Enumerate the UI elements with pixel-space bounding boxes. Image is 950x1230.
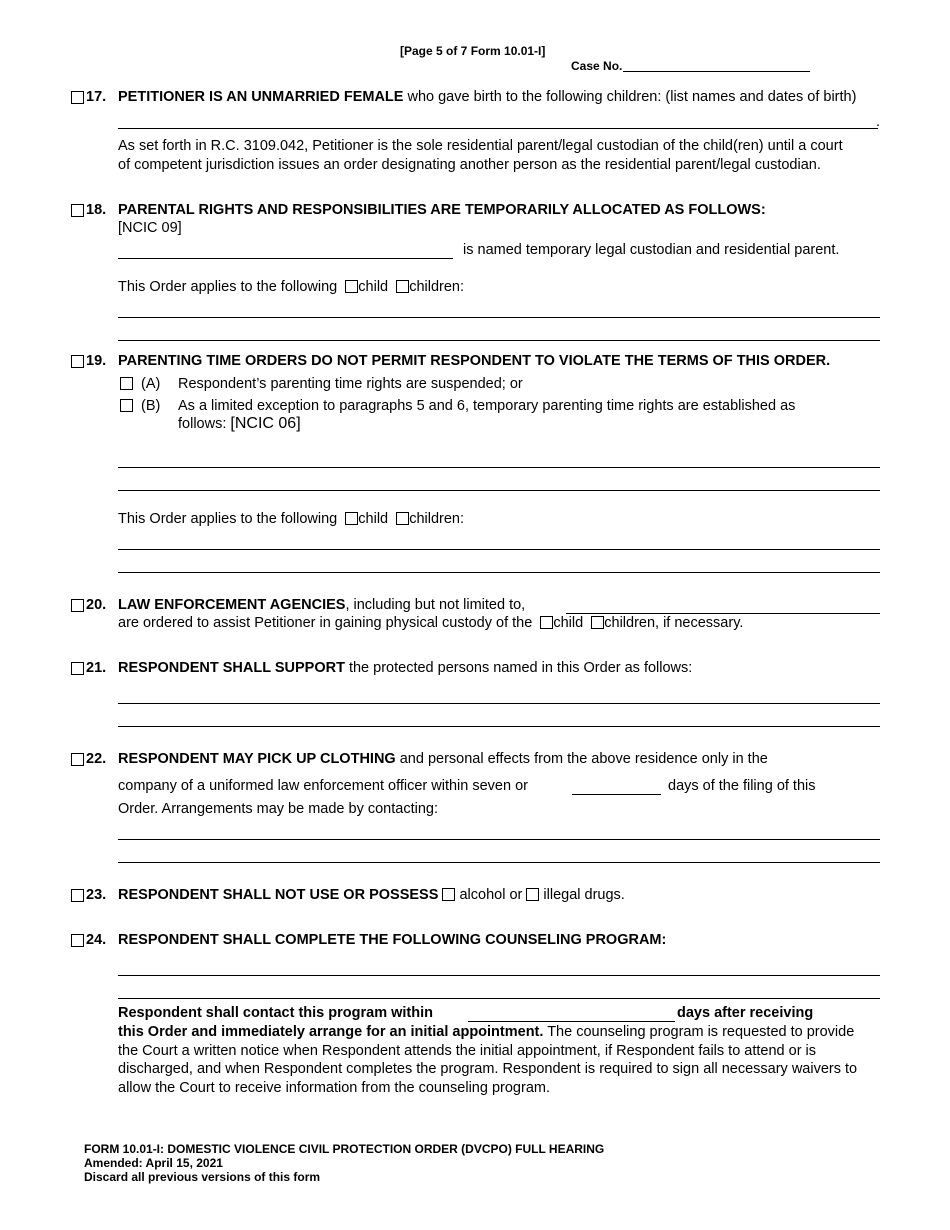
section-19-heading: PARENTING TIME ORDERS DO NOT PERMIT RESPONDENT TO VIOLATE THE TERMS OF THIS ORDER. bbox=[118, 353, 831, 369]
section-24-days-field[interactable] bbox=[468, 1021, 675, 1022]
section-23-checkbox[interactable] bbox=[71, 889, 84, 902]
section-22-number: 22. bbox=[86, 751, 107, 767]
section-20-child-checkbox[interactable] bbox=[540, 616, 553, 629]
section-23-heading: RESPONDENT SHALL NOT USE OR POSSESS bbox=[118, 887, 439, 903]
section-18-heading: PARENTAL RIGHTS AND RESPONSIBILITIES ARE TEMPORARILY ALLOCATED AS FOLLOWS: bbox=[118, 202, 766, 218]
footer-discard: Discard all previous versions of this form bbox=[84, 1170, 321, 1184]
section-24-line-1[interactable] bbox=[118, 975, 880, 976]
section-19-a-text: Respondent’s parenting time rights are suspended; or bbox=[178, 376, 523, 392]
section-19-line-1[interactable] bbox=[118, 467, 880, 468]
section-21-line-1[interactable] bbox=[118, 703, 880, 704]
section-19-line-4[interactable] bbox=[118, 572, 880, 573]
section-18-line-2[interactable] bbox=[118, 340, 880, 341]
section-22-line-2[interactable] bbox=[118, 862, 880, 863]
section-18-line-1[interactable] bbox=[118, 317, 880, 318]
section-18-child-checkbox[interactable] bbox=[345, 280, 358, 293]
section-19-children-label: children: bbox=[409, 511, 464, 527]
section-21-number: 21. bbox=[86, 660, 107, 676]
section-18-applies-label: This Order applies to the following bbox=[118, 279, 338, 295]
section-20-agency-line[interactable] bbox=[566, 613, 880, 614]
section-17-heading: PETITIONER IS AN UNMARRIED FEMALE bbox=[118, 89, 404, 105]
section-23-text bbox=[118, 887, 625, 903]
section-24-number: 24. bbox=[86, 932, 107, 948]
case-no-label: Case No. bbox=[571, 59, 623, 73]
section-20-checkbox[interactable] bbox=[71, 599, 84, 612]
section-17-children-line[interactable] bbox=[118, 128, 878, 129]
section-18-children-label: children: bbox=[409, 279, 464, 295]
section-19-b-checkbox[interactable] bbox=[120, 399, 133, 412]
section-21-rest: the protected persons named in this Order as follows: bbox=[344, 660, 693, 676]
section-24-line-2[interactable] bbox=[118, 998, 880, 999]
section-17-checkbox[interactable] bbox=[71, 91, 84, 104]
section-22-line3: Order. Arrangements may be made by contacting: bbox=[118, 801, 438, 817]
section-19-number: 19. bbox=[86, 353, 107, 369]
case-no-field[interactable] bbox=[623, 71, 810, 72]
section-24-bold-line: this Order and immediately arrange for an initial appointment. bbox=[118, 1024, 544, 1040]
section-20-line2-text: are ordered to assist Petitioner in gaining physical custody of the bbox=[118, 615, 533, 631]
section-17-rest: who gave birth to the following children: (list names and dates of birth) bbox=[403, 89, 857, 105]
section-24-para-text: The counseling program is requested to provide the Court a written notice when Respondent attends the initial appointment, if Respondent fails to attend or is discharged, and when Respondent completes the program. Respondent is required to sign all necessary waivers to allow the Court to receive information from the counseling program. bbox=[118, 1024, 858, 1096]
section-20-number: 20. bbox=[86, 597, 107, 613]
section-20-heading: LAW ENFORCEMENT AGENCIES bbox=[118, 597, 346, 613]
section-18-number: 18. bbox=[86, 202, 107, 218]
section-19-checkbox[interactable] bbox=[71, 355, 84, 368]
section-23-drugs-label: illegal drugs. bbox=[543, 887, 625, 903]
footer-amended: Amended: April 15, 2021 bbox=[84, 1156, 223, 1170]
section-19-applies bbox=[118, 511, 464, 527]
section-19-child-checkbox[interactable] bbox=[345, 512, 358, 525]
section-17-number: 17. bbox=[86, 89, 107, 105]
section-23-alcohol-checkbox[interactable] bbox=[442, 888, 455, 901]
section-22-line2a: company of a uniformed law enforcement officer within seven or bbox=[118, 778, 528, 794]
section-21-checkbox[interactable] bbox=[71, 662, 84, 675]
section-22-line-1[interactable] bbox=[118, 839, 880, 840]
section-18-child-label: child bbox=[358, 279, 389, 295]
section-17-text bbox=[118, 89, 856, 105]
section-18-ncic: [NCIC 09] bbox=[118, 220, 182, 236]
section-22-heading: RESPONDENT MAY PICK UP CLOTHING bbox=[118, 751, 396, 767]
page-info: [Page 5 of 7 Form 10.01-I] bbox=[400, 44, 546, 58]
section-21-heading: RESPONDENT SHALL SUPPORT bbox=[118, 660, 345, 676]
section-18-checkbox[interactable] bbox=[71, 204, 84, 217]
section-24-contact-b: days after receiving bbox=[677, 1005, 814, 1021]
section-22-text bbox=[118, 751, 768, 767]
section-24-paragraph bbox=[118, 1023, 858, 1097]
section-18-applies bbox=[118, 279, 464, 295]
section-22-checkbox[interactable] bbox=[71, 753, 84, 766]
section-23-drugs-checkbox[interactable] bbox=[526, 888, 539, 901]
section-19-a-label: (A) bbox=[141, 376, 161, 392]
section-19-applies-label: This Order applies to the following bbox=[118, 511, 338, 527]
section-23-alcohol-label: alcohol or bbox=[459, 887, 523, 903]
section-20-children-checkbox[interactable] bbox=[591, 616, 604, 629]
section-19-b-ncic: [NCIC 06] bbox=[230, 415, 301, 432]
section-22-rest: and personal effects from the above residence only in the bbox=[395, 751, 768, 767]
section-19-b-text-1: As a limited exception to paragraphs 5 and 6, temporary parenting time rights are established as bbox=[178, 398, 796, 414]
section-17-trail: . bbox=[876, 114, 881, 130]
section-18-children-checkbox[interactable] bbox=[396, 280, 409, 293]
section-24-contact-a: Respondent shall contact this program within bbox=[118, 1005, 433, 1021]
section-21-line-2[interactable] bbox=[118, 726, 880, 727]
section-24-checkbox[interactable] bbox=[71, 934, 84, 947]
section-20-child-label: child bbox=[553, 615, 584, 631]
section-19-a-checkbox[interactable] bbox=[120, 377, 133, 390]
section-20-text bbox=[118, 597, 525, 613]
section-17-paragraph: As set forth in R.C. 3109.042, Petitioner is the sole residential parent/legal custodian of the child(ren) until a court of competent jurisdiction issues an order designating another person as the residential parent/legal custodian. bbox=[118, 138, 843, 173]
section-23-number: 23. bbox=[86, 887, 107, 903]
section-22-days-field[interactable] bbox=[572, 794, 661, 795]
section-19-child-label: child bbox=[358, 511, 389, 527]
section-22-line2b: days of the filing of this bbox=[668, 778, 816, 794]
section-21-text bbox=[118, 660, 692, 676]
section-19-line-2[interactable] bbox=[118, 490, 880, 491]
section-20-line2 bbox=[118, 615, 743, 631]
section-19-children-checkbox[interactable] bbox=[396, 512, 409, 525]
section-24-heading: RESPONDENT SHALL COMPLETE THE FOLLOWING COUNSELING PROGRAM: bbox=[118, 932, 667, 948]
section-19-b-text-2 bbox=[178, 415, 301, 433]
section-18-custodian-line[interactable] bbox=[118, 258, 453, 259]
section-19-b-follows: follows: bbox=[178, 416, 227, 432]
section-20-children-label: children, if necessary. bbox=[604, 615, 744, 631]
section-19-line-3[interactable] bbox=[118, 549, 880, 550]
footer-form-title: FORM 10.01-I: DOMESTIC VIOLENCE CIVIL PROTECTION ORDER (DVCPO) FULL HEARING bbox=[84, 1142, 605, 1156]
section-19-b-label: (B) bbox=[141, 398, 161, 414]
section-20-rest: , including but not limited to, bbox=[345, 597, 526, 613]
section-18-custodian-text: is named temporary legal custodian and residential parent. bbox=[463, 242, 840, 258]
